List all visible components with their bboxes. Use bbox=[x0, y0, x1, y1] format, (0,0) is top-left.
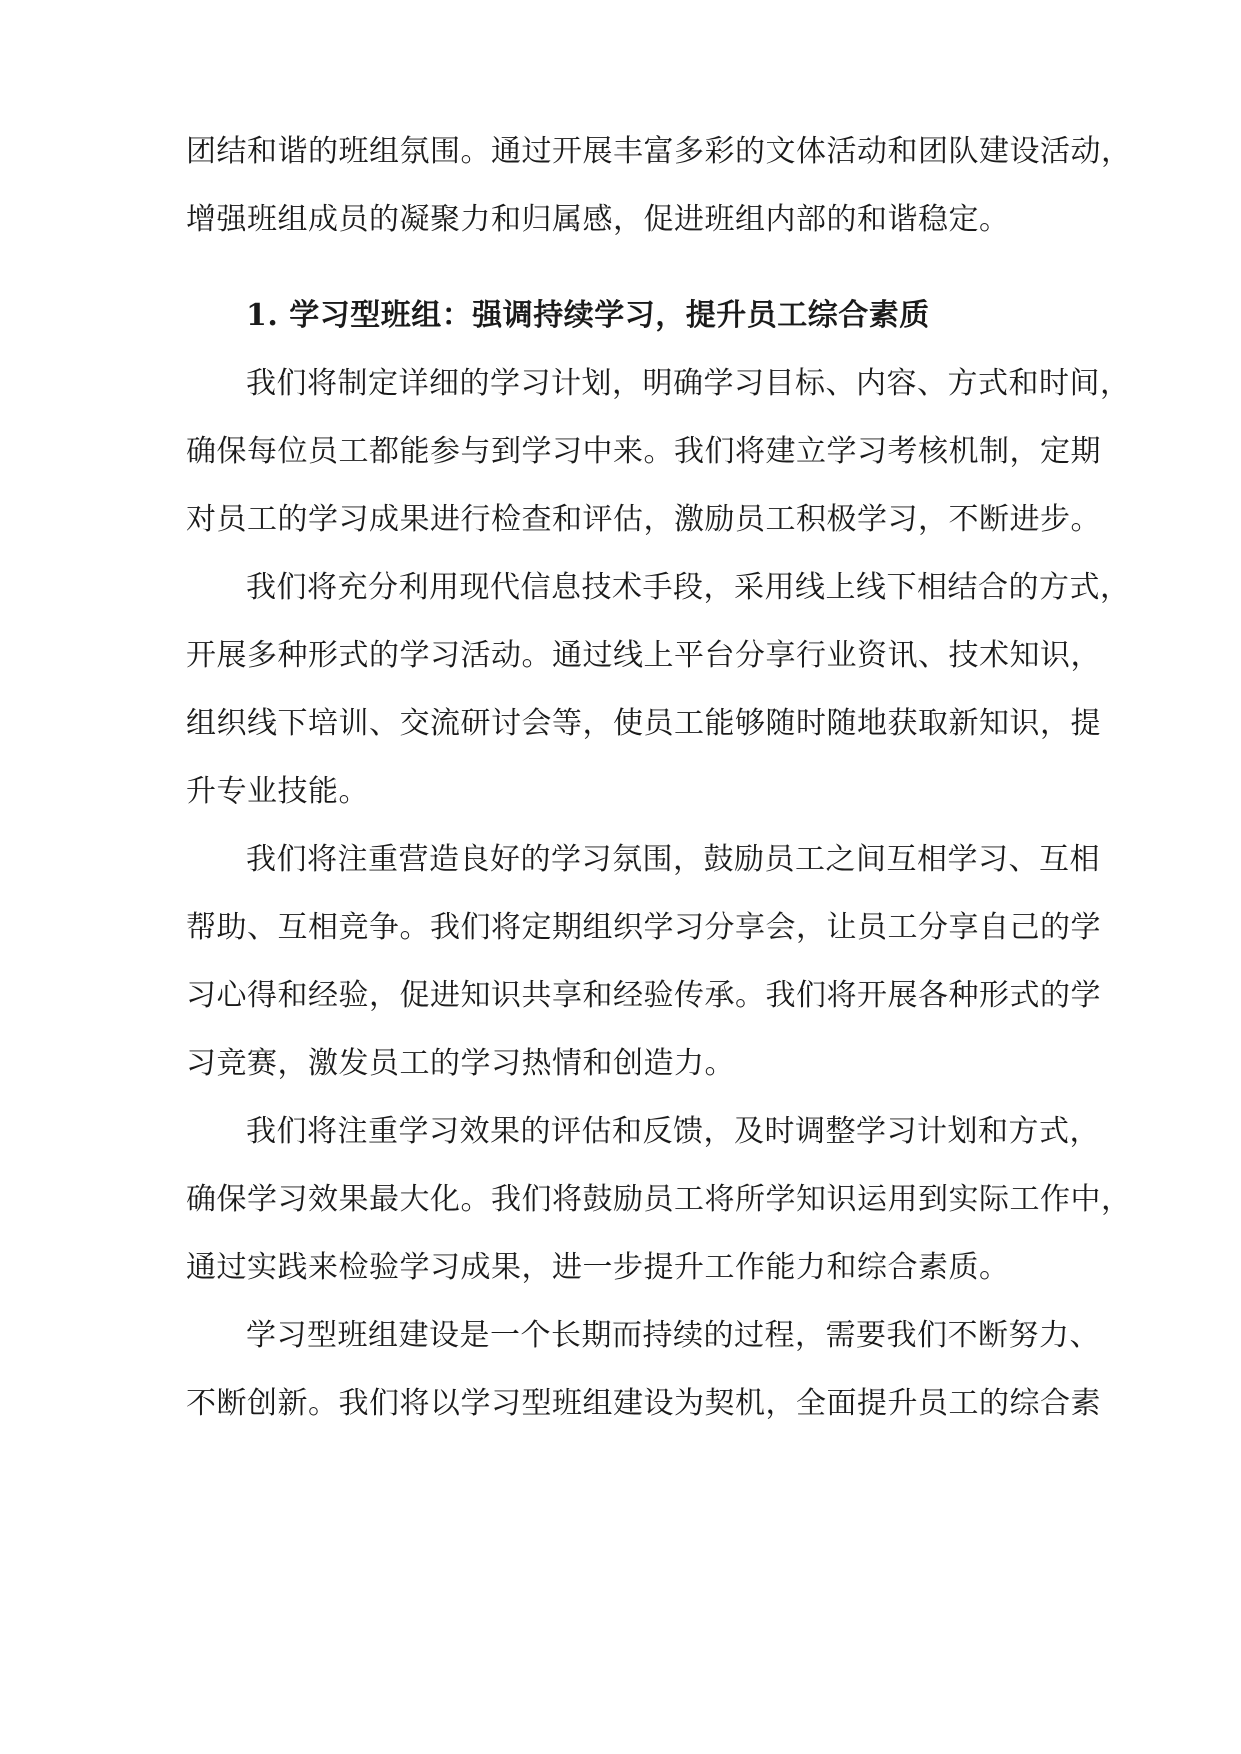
paragraph-4-line-2: 确保学习效果最大化。我们将鼓励员工将所学知识运用到实际工作中， bbox=[186, 1182, 1132, 1217]
paragraph-4-line-1: 我们将注重学习效果的评估和反馈，及时调整学习计划和方式， bbox=[246, 1114, 1100, 1149]
paragraph-intro-line-1: 团结和谐的班组氛围。通过开展丰富多彩的文体活动和团队建设活动， bbox=[186, 134, 1132, 169]
paragraph-2-line-2: 开展多种形式的学习活动。通过线上平台分享行业资讯、技术知识， bbox=[186, 638, 1101, 673]
paragraph-2-line-4: 升专业技能。 bbox=[186, 774, 369, 809]
paragraph-5-line-2: 不断创新。我们将以学习型班组建设为契机，全面提升员工的综合素 bbox=[186, 1386, 1101, 1421]
paragraph-3-line-1: 我们将注重营造良好的学习氛围，鼓励员工之间互相学习、互相 bbox=[246, 842, 1100, 877]
paragraph-3-line-3: 习心得和经验，促进知识共享和经验传承。我们将开展各种形式的学 bbox=[186, 978, 1101, 1013]
section-heading: 1. 学习型班组：强调持续学习，提升员工综合素质 bbox=[246, 298, 930, 333]
paragraph-3-line-4: 习竞赛，激发员工的学习热情和创造力。 bbox=[186, 1046, 735, 1081]
paragraph-2-line-1: 我们将充分利用现代信息技术手段，采用线上线下相结合的方式， bbox=[246, 570, 1131, 605]
paragraph-4-line-3: 通过实践来检验学习成果，进一步提升工作能力和综合素质。 bbox=[186, 1250, 1010, 1285]
paragraph-intro-line-2: 增强班组成员的凝聚力和归属感，促进班组内部的和谐稳定。 bbox=[186, 202, 1010, 237]
paragraph-5-line-1: 学习型班组建设是一个长期而持续的过程，需要我们不断努力、 bbox=[246, 1318, 1100, 1353]
paragraph-3-line-2: 帮助、互相竞争。我们将定期组织学习分享会，让员工分享自己的学 bbox=[186, 910, 1101, 945]
paragraph-1-line-3: 对员工的学习成果进行检查和评估，激励员工积极学习，不断进步。 bbox=[186, 502, 1101, 537]
paragraph-2-line-3: 组织线下培训、交流研讨会等，使员工能够随时随地获取新知识，提 bbox=[186, 706, 1101, 741]
paragraph-1-line-1: 我们将制定详细的学习计划，明确学习目标、内容、方式和时间， bbox=[246, 366, 1131, 401]
paragraph-1-line-2: 确保每位员工都能参与到学习中来。我们将建立学习考核机制，定期 bbox=[186, 434, 1101, 469]
